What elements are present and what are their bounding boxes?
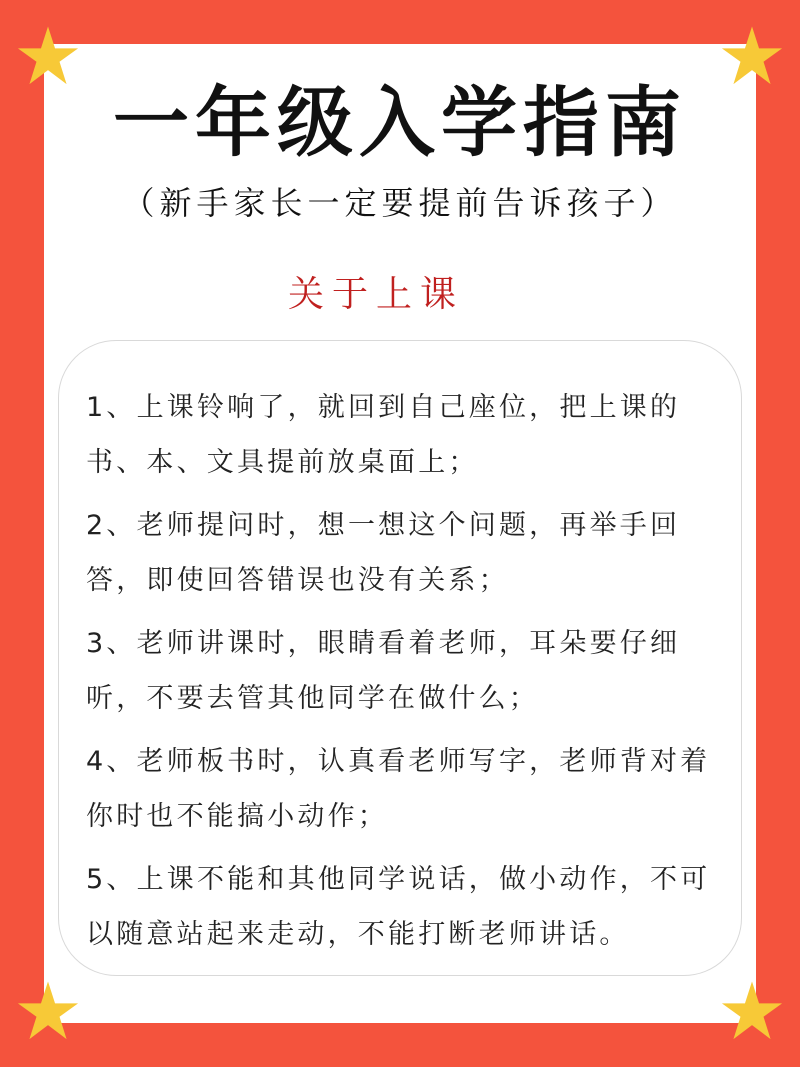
rule-item: 2、老师提问时，想一想这个问题，再举手回答，即使回答错误也没有关系； (86, 510, 681, 596)
star-icon (720, 979, 784, 1043)
star-icon (16, 979, 80, 1043)
rule-item: 4、老师板书时，认真看老师写字，老师背对着你时也不能搞小动作； (86, 746, 711, 832)
rule-item: 1、上课铃响了，就回到自己座位，把上课的书、本、文具提前放桌面上； (86, 392, 681, 478)
page-subtitle: （新手家长一定要提前告诉孩子） (122, 184, 678, 222)
section-heading: 关于上课 (287, 274, 464, 315)
page-title: 一年级入学指南 (113, 78, 687, 167)
rule-item: 5、上课不能和其他同学说话，做小动作，不可以随意站起来走动，不能打断老师讲话。 (86, 864, 711, 950)
rules-list (86, 380, 726, 970)
rule-item: 3、老师讲课时，眼睛看着老师，耳朵要仔细听，不要去管其他同学在做什么； (86, 628, 681, 714)
